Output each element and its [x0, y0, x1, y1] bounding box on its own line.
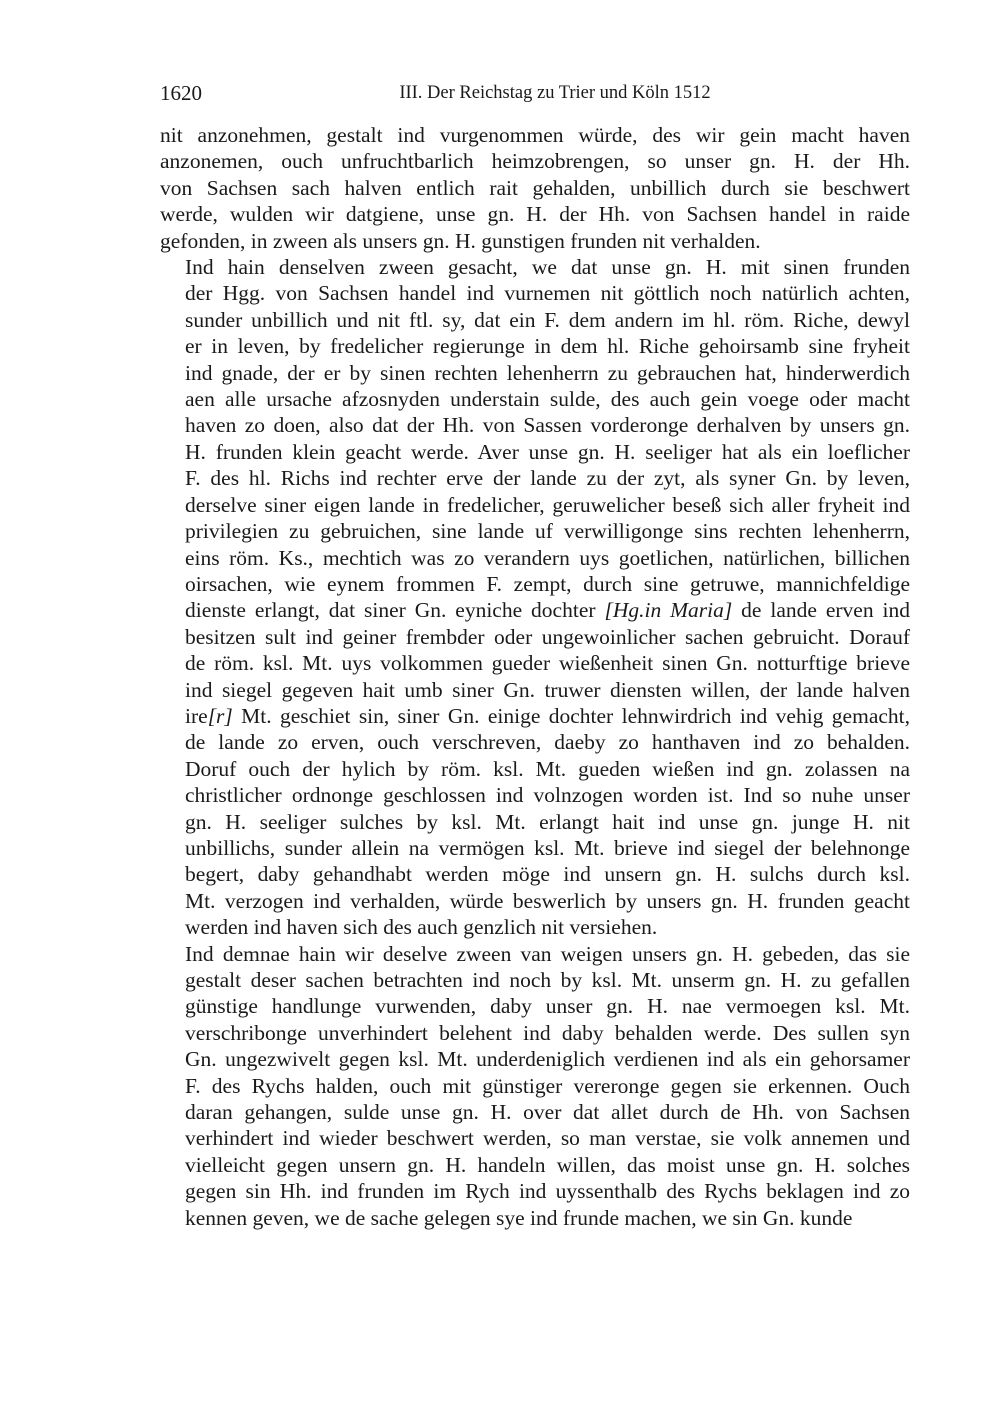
text-segment: christlicher ordnonge geschlossen ind volnzogen worden ist. Ind so nuhe unser	[185, 783, 910, 808]
text-segment: günstige handlunge vurwenden, daby unser gn. H. nae vermoegen ksl. Mt.	[185, 994, 910, 1019]
text-segment: unbillichs, sunder allein na vermögen ksl. Mt. brieve ind siegel der belehnonge	[185, 835, 910, 860]
text-line	[160, 703, 910, 729]
text-segment: de lande erven ind	[732, 598, 910, 623]
text-line	[160, 254, 910, 280]
text-segment: gefonden, in zween als unsers gn. H. gunstigen frunden nit verhalden.	[160, 228, 761, 253]
text-line	[160, 914, 910, 940]
text-segment: werden ind haven sich des auch genzlich nit versiehen.	[185, 915, 658, 940]
text-line	[160, 650, 910, 676]
text-segment: F. des hl. Richs ind rechter erve der lande zu der zyt, als syner Gn. by leven,	[185, 466, 910, 491]
text-segment: eins röm. Ks., mechtich was zo verandern uys goetlichen, natürlichen, billichen	[185, 545, 910, 570]
text-line	[160, 412, 910, 438]
text-segment: er in leven, by fredelicher regierunge in dem hl. Riche gehoirsamb sine fryheit	[185, 334, 910, 359]
text-segment: privilegien zu gebruichen, sine lande uf verwilligonge sins rechten lehenherrn,	[185, 519, 910, 544]
text-line	[160, 993, 910, 1019]
editorial-insertion: [Hg.in Maria]	[604, 598, 733, 623]
text-line	[160, 597, 910, 623]
text-line	[160, 809, 910, 835]
text-line	[160, 1205, 910, 1231]
text-segment: de röm. ksl. Mt. uys volkommen gueder wießenheit sinen Gn. notturftige brieve	[185, 651, 910, 676]
text-line	[160, 1152, 910, 1178]
text-line	[160, 835, 910, 861]
text-line	[160, 439, 910, 465]
text-segment: H. frunden klein geacht werde. Aver unse gn. H. seeliger hat als ein loeflicher	[185, 439, 910, 464]
text-line	[160, 941, 910, 967]
text-line	[160, 729, 910, 755]
text-line	[160, 1073, 910, 1099]
text-line	[160, 307, 910, 333]
text-segment: Ind hain denselven zween gesacht, we dat unse gn. H. mit sinen frunden	[185, 255, 910, 280]
text-line	[160, 1125, 910, 1151]
running-head-title: III. Der Reichstag zu Trier und Köln 1512	[399, 83, 711, 103]
text-line	[160, 333, 910, 359]
text-segment: ind gnade, der er by sinen rechten lehenherrn zu gebrauchen hat, hinderwerdich	[185, 360, 910, 385]
text-segment: von Sachsen sach halven entlich rait gehalden, unbillich durch sie beschwert	[160, 175, 910, 200]
text-segment: gegen sin Hh. ind frunden im Rych ind uyssenthalb des Rychs beklagen ind zo	[185, 1179, 910, 1204]
text-line	[160, 175, 910, 201]
text-line	[160, 122, 910, 148]
text-line	[160, 624, 910, 650]
text-segment: besitzen sult ind geiner frembder oder ungewoinlicher sachen gebruicht. Dorauf	[185, 624, 910, 649]
page-number: 1620	[160, 81, 202, 105]
text-line	[160, 465, 910, 491]
running-head	[160, 78, 910, 108]
text-line	[160, 861, 910, 887]
text-line	[160, 201, 910, 227]
text-line	[160, 545, 910, 571]
text-segment: anzonemen, ouch unfruchtbarlich heimzobrengen, so unser gn. H. der Hh.	[160, 149, 910, 174]
text-segment: nit anzonehmen, gestalt ind vurgenommen würde, des wir gein macht haven	[160, 123, 910, 147]
text-line	[160, 360, 910, 386]
text-segment: Mt. geschiet sin, siner Gn. einige dochter lehnwirdrich ind vehig gemacht,	[232, 703, 910, 728]
text-segment: oirsachen, wie eynem frommen F. zempt, durch sine getruwe, mannichfeldige	[185, 571, 910, 596]
text-line	[160, 518, 910, 544]
paragraph	[160, 941, 910, 1231]
text-line	[160, 756, 910, 782]
text-segment: sunder unbillich und nit ftl. sy, dat ein F. dem andern im hl. röm. Riche, dewyl	[185, 307, 910, 332]
text-line	[160, 1099, 910, 1125]
text-segment: haven zo doen, also dat der Hh. von Sassen vorderonge derhalven by unsers gn.	[185, 413, 910, 438]
editorial-insertion: [r]	[207, 703, 233, 728]
text-line	[160, 228, 910, 254]
text-line	[160, 280, 910, 306]
text-line	[160, 492, 910, 518]
book-page	[160, 78, 910, 1231]
text-segment: ind siegel gegeven hait umb siner Gn. truwer diensten willen, der lande halven	[185, 677, 910, 702]
text-segment: Mt. verzogen ind verhalden, würde beswerlich by unsers gn. H. frunden geacht	[185, 888, 910, 913]
text-line	[160, 677, 910, 703]
text-segment: Ind demnae hain wir deselve zween van weigen unsers gn. H. gebeden, das sie	[185, 941, 910, 966]
text-line	[160, 1046, 910, 1072]
text-segment: dienste erlangt, dat siner Gn. eyniche dochter	[185, 598, 605, 623]
text-segment: gestalt deser sachen betrachten ind noch by ksl. Mt. unserm gn. H. zu gefallen	[185, 968, 910, 992]
text-segment: Doruf ouch der hylich by röm. ksl. Mt. gueden wießen ind gn. zolassen na	[185, 756, 910, 781]
paragraph	[160, 122, 910, 254]
paragraph	[160, 254, 910, 941]
text-segment: verschribonge unverhindert belehent ind daby behalden werde. Des sullen syn	[185, 1020, 910, 1045]
text-segment: aen alle ursache afzosnyden understain sulde, des auch gein voege oder macht	[185, 387, 910, 412]
text-segment: Gn. ungezwivelt gegen ksl. Mt. underdeniglich verdienen ind als ein gehorsamer	[185, 1047, 910, 1072]
text-line	[160, 386, 910, 412]
text-segment: verhindert ind wieder beschwert werden, so man verstae, sie volk annemen und	[185, 1126, 910, 1151]
text-line	[160, 571, 910, 597]
text-segment: de lande zo erven, ouch verschreven, daeby zo hanthaven ind zo behalden.	[185, 730, 910, 755]
text-segment: der Hgg. von Sachsen handel ind vurnemen nit göttlich noch natürlich achten,	[185, 281, 910, 306]
text-line	[160, 1178, 910, 1204]
text-line	[160, 148, 910, 174]
text-segment: vielleicht gegen unsern gn. H. handeln willen, das moist unse gn. H. solches	[185, 1152, 910, 1177]
text-line	[160, 967, 910, 993]
text-segment: F. des Rychs halden, ouch mit günstiger vereronge gegen sie erkennen. Ouch	[185, 1073, 910, 1098]
main-text	[160, 122, 910, 1231]
text-segment: begert, daby gehandhabt werden möge ind unsern gn. H. sulchs durch ksl.	[185, 862, 910, 887]
text-segment: ire	[185, 703, 208, 728]
text-line	[160, 782, 910, 808]
text-segment: kennen geven, we de sache gelegen sye ind frunde machen, we sin Gn. kunde	[185, 1205, 853, 1230]
text-segment: werde, wulden wir datgiene, unse gn. H. der Hh. von Sachsen handel in raide	[160, 202, 910, 227]
text-segment: daran gehangen, sulde unse gn. H. over dat allet durch de Hh. von Sachsen	[185, 1100, 910, 1125]
text-line	[160, 1020, 910, 1046]
text-segment: derselve siner eigen lande in fredelicher, geruwelicher beseß sich aller fryheit ind	[185, 492, 910, 517]
text-line	[160, 888, 910, 914]
text-segment: gn. H. seeliger sulches by ksl. Mt. erlangt hait ind unse gn. junge H. nit	[185, 809, 910, 834]
